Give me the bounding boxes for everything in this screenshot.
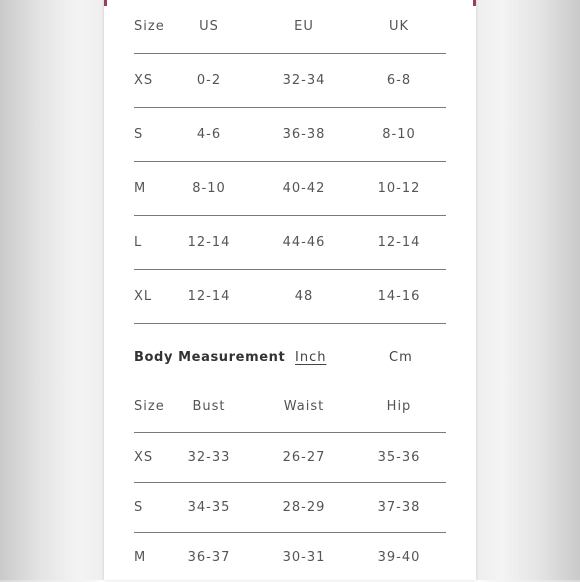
accent-bar-right — [473, 0, 476, 6]
size-label: XS — [134, 450, 154, 465]
uk-value: 12-14 — [377, 235, 421, 250]
right-background — [476, 0, 580, 580]
left-background — [0, 0, 104, 580]
header-bust: Bust — [192, 399, 226, 414]
hip-value: 35-36 — [377, 450, 421, 465]
header-waist: Waist — [283, 399, 325, 414]
table-row — [134, 108, 446, 162]
us-value: 4-6 — [196, 127, 222, 142]
table-row — [134, 533, 446, 582]
table-row — [134, 483, 446, 533]
unit-cm-toggle[interactable]: Cm — [389, 349, 413, 365]
table-row — [134, 270, 446, 324]
us-value: 0-2 — [196, 73, 222, 88]
us-value: 8-10 — [192, 181, 226, 196]
size-label: M — [134, 550, 147, 565]
uk-value: 10-12 — [377, 181, 421, 196]
body-measurement-header — [134, 342, 446, 372]
header-size: Size — [134, 19, 165, 34]
size-label: M — [134, 181, 147, 196]
eu-value: 32-34 — [282, 73, 326, 88]
header-size: Size — [134, 399, 165, 414]
waist-value: 28-29 — [282, 500, 326, 515]
body-measurement-title: Body Measurement — [134, 349, 286, 365]
us-value: 12-14 — [187, 235, 231, 250]
accent-bar-left — [104, 0, 107, 6]
uk-value: 14-16 — [377, 289, 421, 304]
size-chart-header-row — [134, 0, 446, 54]
bust-value: 34-35 — [187, 500, 231, 515]
hip-value: 37-38 — [377, 500, 421, 515]
size-guide-panel — [104, 0, 476, 580]
table-row — [134, 216, 446, 270]
table-row — [134, 162, 446, 216]
table-row — [134, 54, 446, 108]
eu-value: 36-38 — [282, 127, 326, 142]
header-uk: UK — [388, 19, 410, 34]
eu-value: 44-46 — [282, 235, 326, 250]
header-hip: Hip — [386, 399, 412, 414]
eu-value: 40-42 — [282, 181, 326, 196]
waist-value: 30-31 — [282, 550, 326, 565]
unit-inch-toggle[interactable]: Inch — [295, 349, 327, 365]
size-label: L — [134, 235, 143, 250]
size-label: S — [134, 500, 144, 515]
uk-value: 8-10 — [382, 127, 416, 142]
us-value: 12-14 — [187, 289, 231, 304]
header-us: US — [199, 19, 219, 34]
table-row — [134, 433, 446, 483]
size-chart-table — [134, 0, 446, 324]
uk-value: 6-8 — [386, 73, 412, 88]
size-label: XS — [134, 73, 154, 88]
body-measurement-header-row — [134, 381, 446, 433]
size-label: XL — [134, 289, 153, 304]
hip-value: 39-40 — [377, 550, 421, 565]
waist-value: 26-27 — [282, 450, 326, 465]
eu-value: 48 — [294, 289, 314, 304]
bust-value: 32-33 — [187, 450, 231, 465]
body-measurement-table — [134, 381, 446, 582]
bust-value: 36-37 — [187, 550, 231, 565]
size-label: S — [134, 127, 144, 142]
header-eu: EU — [294, 19, 314, 34]
